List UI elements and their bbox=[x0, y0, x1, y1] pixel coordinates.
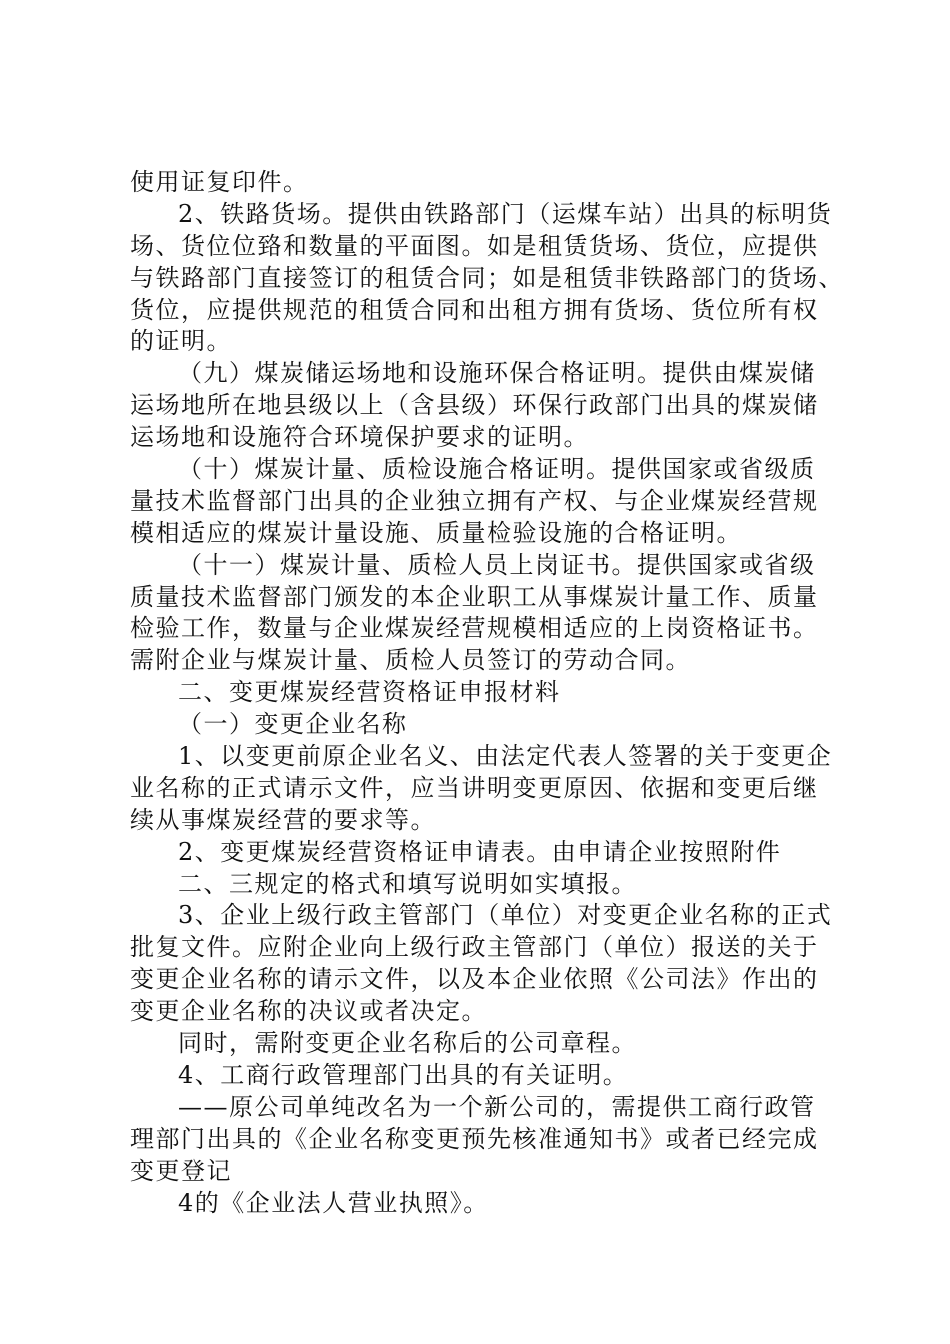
text-line: 1、以变更前原企业名义、由法定代表人签署的关于变更企 bbox=[178, 742, 833, 771]
text-line: （十）煤炭计量、质检设施合格证明。提供国家或省级质 bbox=[178, 455, 816, 484]
text-line: ——原公司单纯改名为一个新公司的，需提供工商行政管 bbox=[178, 1092, 816, 1121]
text-line: （十一）煤炭计量、质检人员上岗证书。提供国家或省级 bbox=[178, 550, 816, 579]
text-line: （九）煤炭储运场地和设施环保合格证明。提供由煤炭储 bbox=[178, 359, 816, 388]
text-line: 变更企业名称的请示文件，以及本企业依照《公司法》作出的 bbox=[130, 965, 819, 994]
text-line: 运场地和设施符合环境保护要求的证明。 bbox=[130, 423, 589, 452]
text-line: 4、工商行政管理部门出具的有关证明。 bbox=[178, 1060, 629, 1089]
text-line: 2、铁路货场。提供由铁路部门（运煤车站）出具的标明货 bbox=[178, 199, 833, 228]
text-line: 4的《企业法人营业执照》。 bbox=[178, 1188, 489, 1217]
document-body bbox=[130, 167, 850, 1219]
text-line: 业名称的正式请示文件，应当讲明变更原因、依据和变更后继 bbox=[130, 773, 819, 802]
text-line: 质量技术监督部门颁发的本企业职工从事煤炭计量工作、质量 bbox=[130, 582, 819, 611]
text-line: 使用证复印件。 bbox=[130, 168, 309, 196]
text-line: 模相适应的煤炭计量设施、质量检验设施的合格证明。 bbox=[130, 518, 742, 547]
text-line: 批复文件。应附企业向上级行政主管部门（单位）报送的关于 bbox=[130, 933, 819, 962]
text-line: 的证明。 bbox=[130, 327, 232, 356]
text-line: 量技术监督部门出具的企业独立拥有产权、与企业煤炭经营规 bbox=[130, 486, 819, 515]
text-line: 运场地所在地县级以上（含县级）环保行政部门出具的煤炭储 bbox=[130, 391, 819, 420]
text-line: 续从事煤炭经营的要求等。 bbox=[130, 805, 436, 834]
text-line: 变更登记 bbox=[130, 1156, 232, 1185]
section-heading: 二、变更煤炭经营资格证申报材料 bbox=[178, 678, 561, 707]
text-line: 变更企业名称的决议或者决定。 bbox=[130, 997, 487, 1026]
text-line: 与铁路部门直接签订的租赁合同；如是租赁非铁路部门的货场、 bbox=[130, 263, 844, 292]
text-line: 二、三规定的格式和填写说明如实填报。 bbox=[178, 869, 637, 898]
text-line: 3、企业上级行政主管部门（单位）对变更企业名称的正式 bbox=[178, 901, 833, 930]
text-line: 同时，需附变更企业名称后的公司章程。 bbox=[178, 1029, 637, 1058]
text-line: 货位，应提供规范的租赁合同和出租方拥有货场、货位所有权 bbox=[130, 295, 819, 324]
text-line: 需附企业与煤炭计量、质检人员签订的劳动合同。 bbox=[130, 646, 691, 675]
subsection-heading: （一）变更企业名称 bbox=[178, 710, 408, 739]
text-line: 理部门出具的《企业名称变更预先核准通知书》或者已经完成 bbox=[130, 1124, 819, 1153]
text-line: 检验工作，数量与企业煤炭经营规模相适应的上岗资格证书。 bbox=[130, 614, 819, 643]
text-line: 场、货位位臵和数量的平面图。如是租赁货场、货位，应提供 bbox=[130, 231, 819, 260]
text-line: 2、变更煤炭经营资格证申请表。由申请企业按照附件 bbox=[178, 837, 782, 866]
